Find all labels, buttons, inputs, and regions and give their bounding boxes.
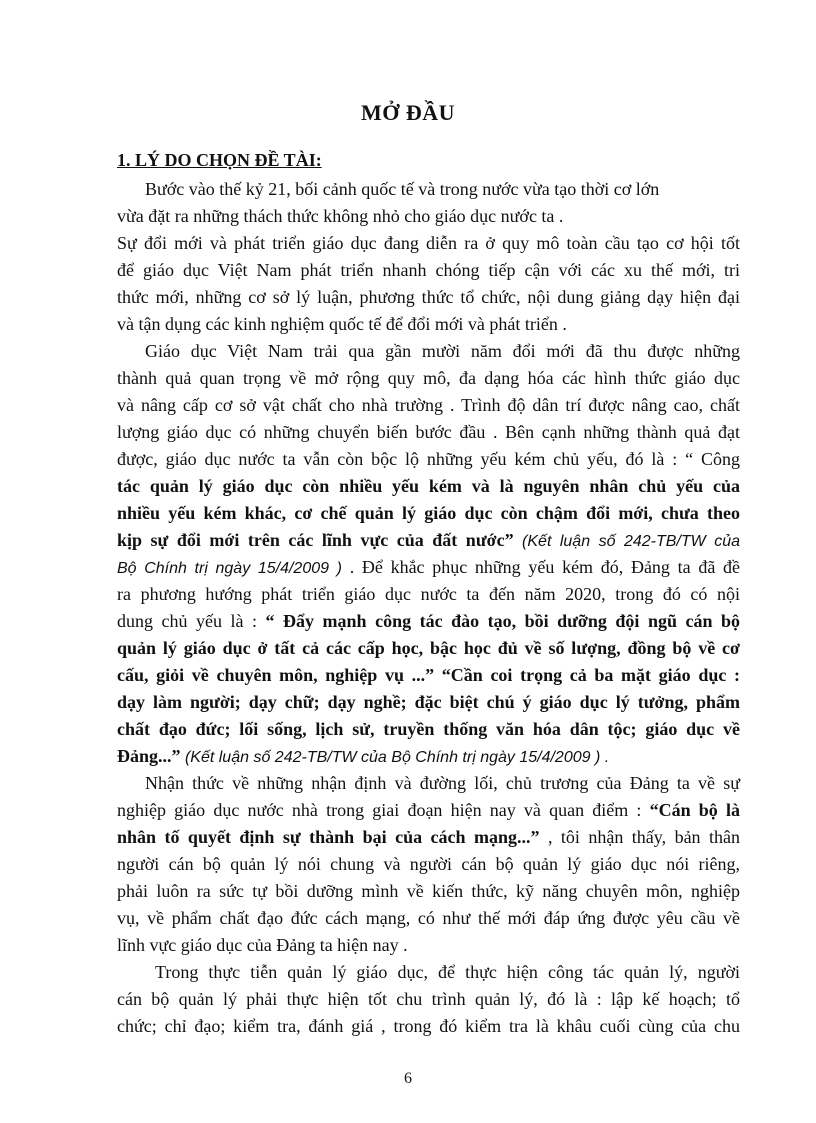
- text-line: lĩnh vực giáo dục của Đảng ta hiện nay .: [117, 935, 408, 955]
- text-line: dung chủ yếu là : “ Đẩy mạnh công tác đào tạo, bồi dưỡng đội ngũ cán bộ: [117, 611, 740, 631]
- citation: (Kết luận số 242-TB/TW của Bộ Chính trị ngày 15/4/2009 ) .: [180, 749, 610, 766]
- text-line: cán bộ quản lý phải thực hiện tốt chu trình quản lý, đó là : lập kế hoạch; tổ: [117, 989, 740, 1009]
- text-line: phải luôn ra sức tự bồi dưỡng mình về kiến thức, kỹ năng chuyên môn, nghiệp: [117, 881, 740, 901]
- citation: (Kết luận số 242-TB/TW của: [513, 533, 740, 550]
- text-line: ra phương hướng phát triển giáo dục nước ta đến năm 2020, trong đó có nội: [117, 584, 740, 604]
- text-line: kịp sự đổi mới trên các lĩnh vực của đất nước” (Kết luận số 242-TB/TW của: [117, 530, 740, 550]
- text-line: Giáo dục Việt Nam trải qua gần mười năm đổi mới đã thu được những: [145, 341, 740, 361]
- text-line: chức; chỉ đạo; kiểm tra, đánh giá , trong đó kiểm tra là khâu cuối cùng của chu: [117, 1016, 740, 1036]
- page-number: 6: [404, 1070, 412, 1087]
- citation: Bộ Chính trị ngày 15/4/2009 ): [117, 560, 342, 577]
- text-line: Đảng...” (Kết luận số 242-TB/TW của Bộ Chính trị ngày 15/4/2009 ) .: [117, 746, 610, 766]
- text-line: Sự đổi mới và phát triển giáo dục đang diễn ra ở quy mô toàn cầu tạo cơ hội tốt: [117, 233, 740, 253]
- text-line: dạy làm người; dạy chữ; dạy nghề; đặc biệt chú ý giáo dục lý tưởng, phẩm: [117, 692, 740, 712]
- text-line: nghiệp giáo dục nước nhà trong giai đoạn hiện nay và quan điểm : “Cán bộ là: [117, 800, 740, 820]
- text-line: Trong thực tiễn quản lý giáo dục, để thực hiện công tác quản lý, người: [155, 962, 740, 982]
- text-line: được, giáo dục nước ta vẫn còn bộc lộ những yếu kém chủ yếu, đó là : “ Công: [117, 449, 740, 469]
- page-title: MỞ ĐẦU: [360, 100, 456, 125]
- text-line: và tận dụng các kinh nghiệm quốc tế để đổi mới và phát triển .: [117, 314, 567, 334]
- text-line: quản lý giáo dục ở tất cả các cấp học, bậc học đủ về số lượng, đồng bộ về cơ: [117, 638, 740, 658]
- text-line: thành quả quan trọng về mở rộng quy mô, đa dạng hóa các hình thức giáo dục: [117, 368, 740, 388]
- section-heading: 1. LÝ DO CHỌN ĐỀ TÀI:: [117, 150, 322, 170]
- text-line: Nhận thức về những nhận định và đường lối, chủ trương của Đảng ta về sự: [145, 773, 740, 793]
- text-line: vừa đặt ra những thách thức không nhỏ cho giáo dục nước ta .: [117, 206, 564, 226]
- body-text: [117, 176, 740, 1040]
- text-line: Bước vào thế kỷ 21, bối cảnh quốc tế và trong nước vừa tạo thời cơ lớn: [145, 179, 660, 199]
- text-line: thức mới, những cơ sở lý luận, phương thức tổ chức, nội dung giảng dạy hiện đại: [117, 287, 740, 307]
- text-line: người cán bộ quản lý nói chung và người cán bộ quản lý giáo dục nói riêng,: [117, 854, 740, 874]
- text-line: nhiều yếu kém khác, cơ chế quản lý giáo dục còn chậm đổi mới, chưa theo: [117, 503, 740, 523]
- text-line: Bộ Chính trị ngày 15/4/2009 ) . Để khắc phục những yếu kém đó, Đảng ta đã đề: [117, 557, 740, 577]
- text-line: tác quản lý giáo dục còn nhiều yếu kém và là nguyên nhân chủ yếu của: [117, 476, 740, 496]
- text-line: và nâng cấp cơ sở vật chất cho nhà trường . Trình độ dân trí được nâng cao, chất: [117, 395, 740, 415]
- text-line: lượng giáo dục có những chuyển biến bước đầu . Bên cạnh những thành quả đạt: [117, 422, 740, 442]
- text-line: cấu, giỏi về chuyên môn, nghiệp vụ ...” “Cần coi trọng cả ba mặt giáo dục :: [117, 665, 740, 685]
- text-line: để giáo dục Việt Nam phát triển nhanh chóng tiếp cận với các xu thế mới, tri: [117, 260, 740, 280]
- text-line: vụ, về phẩm chất đạo đức cách mạng, có như thế mới đáp ứng được yêu cầu về: [117, 908, 740, 928]
- text-line: nhân tố quyết định sự thành bại của cách mạng...” , tôi nhận thấy, bản thân: [117, 827, 740, 847]
- text-line: chất đạo đức; lối sống, lịch sử, truyền thống văn hóa dân tộc; giáo dục về: [117, 719, 740, 739]
